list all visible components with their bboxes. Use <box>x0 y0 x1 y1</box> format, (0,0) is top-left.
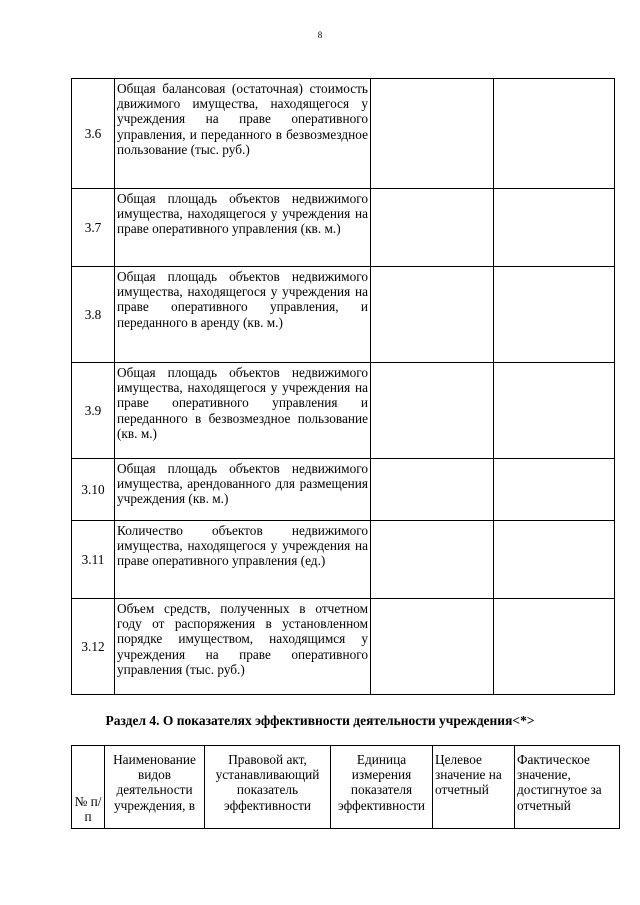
row-value-2 <box>494 79 615 189</box>
row-number: 3.12 <box>72 599 115 695</box>
efficiency-table-header-row <box>72 746 620 829</box>
row-description: Общая площадь объектов недвижимого имущества, арендованного для размещения учреждения (кв. м.) <box>115 459 371 521</box>
row-number: 3.8 <box>72 267 115 363</box>
table-row <box>72 267 615 363</box>
table-row <box>72 521 615 599</box>
row-value-2 <box>494 599 615 695</box>
header-number: № п/п <box>72 746 105 829</box>
property-table <box>71 78 615 695</box>
row-number: 3.9 <box>72 363 115 459</box>
row-value-2 <box>494 363 615 459</box>
header-target-value: Целевое значение на отчетный <box>433 746 515 829</box>
table-row <box>72 189 615 267</box>
page-number: 8 <box>317 30 323 40</box>
table-row <box>72 363 615 459</box>
row-value-2 <box>494 521 615 599</box>
row-number: 3.7 <box>72 189 115 267</box>
row-value-1 <box>371 599 494 695</box>
section-4-title: Раздел 4. О показателях эффективности деятельности учреждения<*> <box>105 713 535 728</box>
header-activity-name: Наименование видов деятельности учреждения, в <box>105 746 205 829</box>
row-value-1 <box>371 79 494 189</box>
row-value-1 <box>371 189 494 267</box>
efficiency-table <box>71 745 620 829</box>
row-description: Общая балансовая (остаточная) стоимость движимого имущества, находящегося у учреждения на праве оперативного управления, и переданного в безвозмездное пользование (тыс. руб.) <box>115 79 371 189</box>
row-description: Общая площадь объектов недвижимого имущества, находящегося у учреждения на праве оперативного управления, и переданного в аренду (кв. м.) <box>115 267 371 363</box>
row-value-1 <box>371 363 494 459</box>
row-number: 3.10 <box>72 459 115 521</box>
row-value-2 <box>494 459 615 521</box>
property-table-body <box>72 79 615 695</box>
header-unit: Единица измерения показателя эффективности <box>331 746 433 829</box>
row-description: Количество объектов недвижимого имущества, находящегося у учреждения на праве оперативного управления (ед.) <box>115 521 371 599</box>
row-number: 3.11 <box>72 521 115 599</box>
row-description: Общая площадь объектов недвижимого имущества, находящегося у учреждения на праве оперативного управления (кв. м.) <box>115 189 371 267</box>
row-value-1 <box>371 521 494 599</box>
row-value-1 <box>371 267 494 363</box>
table-row <box>72 79 615 189</box>
table-row <box>72 459 615 521</box>
row-value-2 <box>494 267 615 363</box>
header-actual-value: Фактическое значение, достигнутое за отчетный <box>515 746 620 829</box>
row-description: Общая площадь объектов недвижимого имущества, находящегося у учреждения на праве оперативного управления и переданного в безвозмездное пользование (кв. м.) <box>115 363 371 459</box>
header-legal-act: Правовой акт, устанавливающий показатель эффективности <box>205 746 331 829</box>
row-description: Объем средств, полученных в отчетном году от распоряжения в установленном порядке имуществом, находящимся у учреждения на праве оперативного управления (тыс. руб.) <box>115 599 371 695</box>
row-value-2 <box>494 189 615 267</box>
row-value-1 <box>371 459 494 521</box>
table-row <box>72 599 615 695</box>
row-number: 3.6 <box>72 79 115 189</box>
